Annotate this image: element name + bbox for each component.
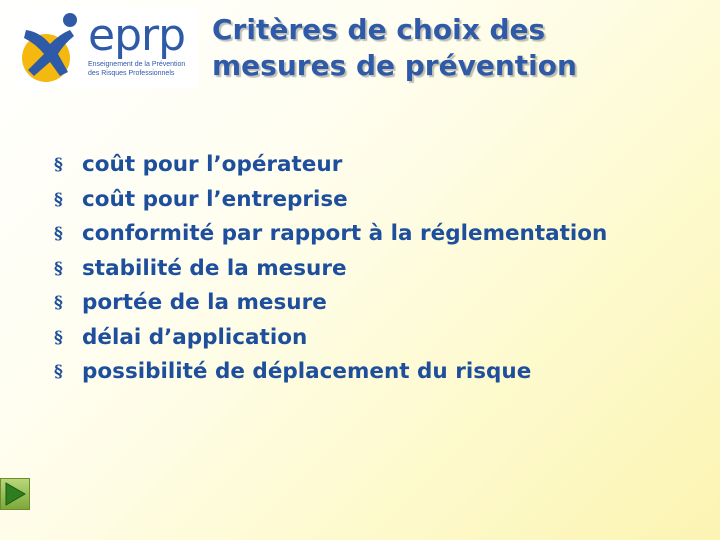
title-line-2: mesures de prévention — [212, 49, 577, 82]
bullet-text: portée de la mesure — [82, 290, 327, 315]
bullet-icon: § — [54, 258, 63, 279]
bullet-text: conformité par rapport à la réglementation — [82, 221, 608, 246]
logo-wordmark: eprp — [88, 10, 186, 61]
bullet-icon: § — [54, 293, 63, 313]
bullet-icon: § — [54, 362, 63, 382]
bullet-icon: § — [54, 189, 63, 210]
slide-title — [212, 12, 692, 84]
logo-subtitle-line: des Risques Professionnels — [88, 70, 175, 77]
bullet-icon: § — [54, 327, 63, 348]
play-triangle-icon — [1, 479, 29, 509]
bullet-text: délai d’application — [82, 324, 308, 350]
logo-subtitle-line: Enseignement de la Prévention — [88, 61, 186, 68]
bullet-text: coût pour l’opérateur — [82, 152, 343, 177]
next-slide-button[interactable] — [0, 478, 30, 510]
logo-subtitle — [88, 60, 200, 78]
bullet-text: stabilité de la mesure — [82, 255, 347, 281]
bullet-text: possibilité de déplacement du risque — [82, 359, 532, 384]
bullet-text: coût pour l’entreprise — [82, 186, 348, 212]
bullet-icon: § — [54, 224, 63, 244]
eprp-figure-icon — [20, 10, 86, 86]
bullet-icon: § — [54, 155, 63, 175]
title-line-1: Critères de choix des — [212, 13, 546, 46]
eprp-logo — [18, 8, 198, 88]
